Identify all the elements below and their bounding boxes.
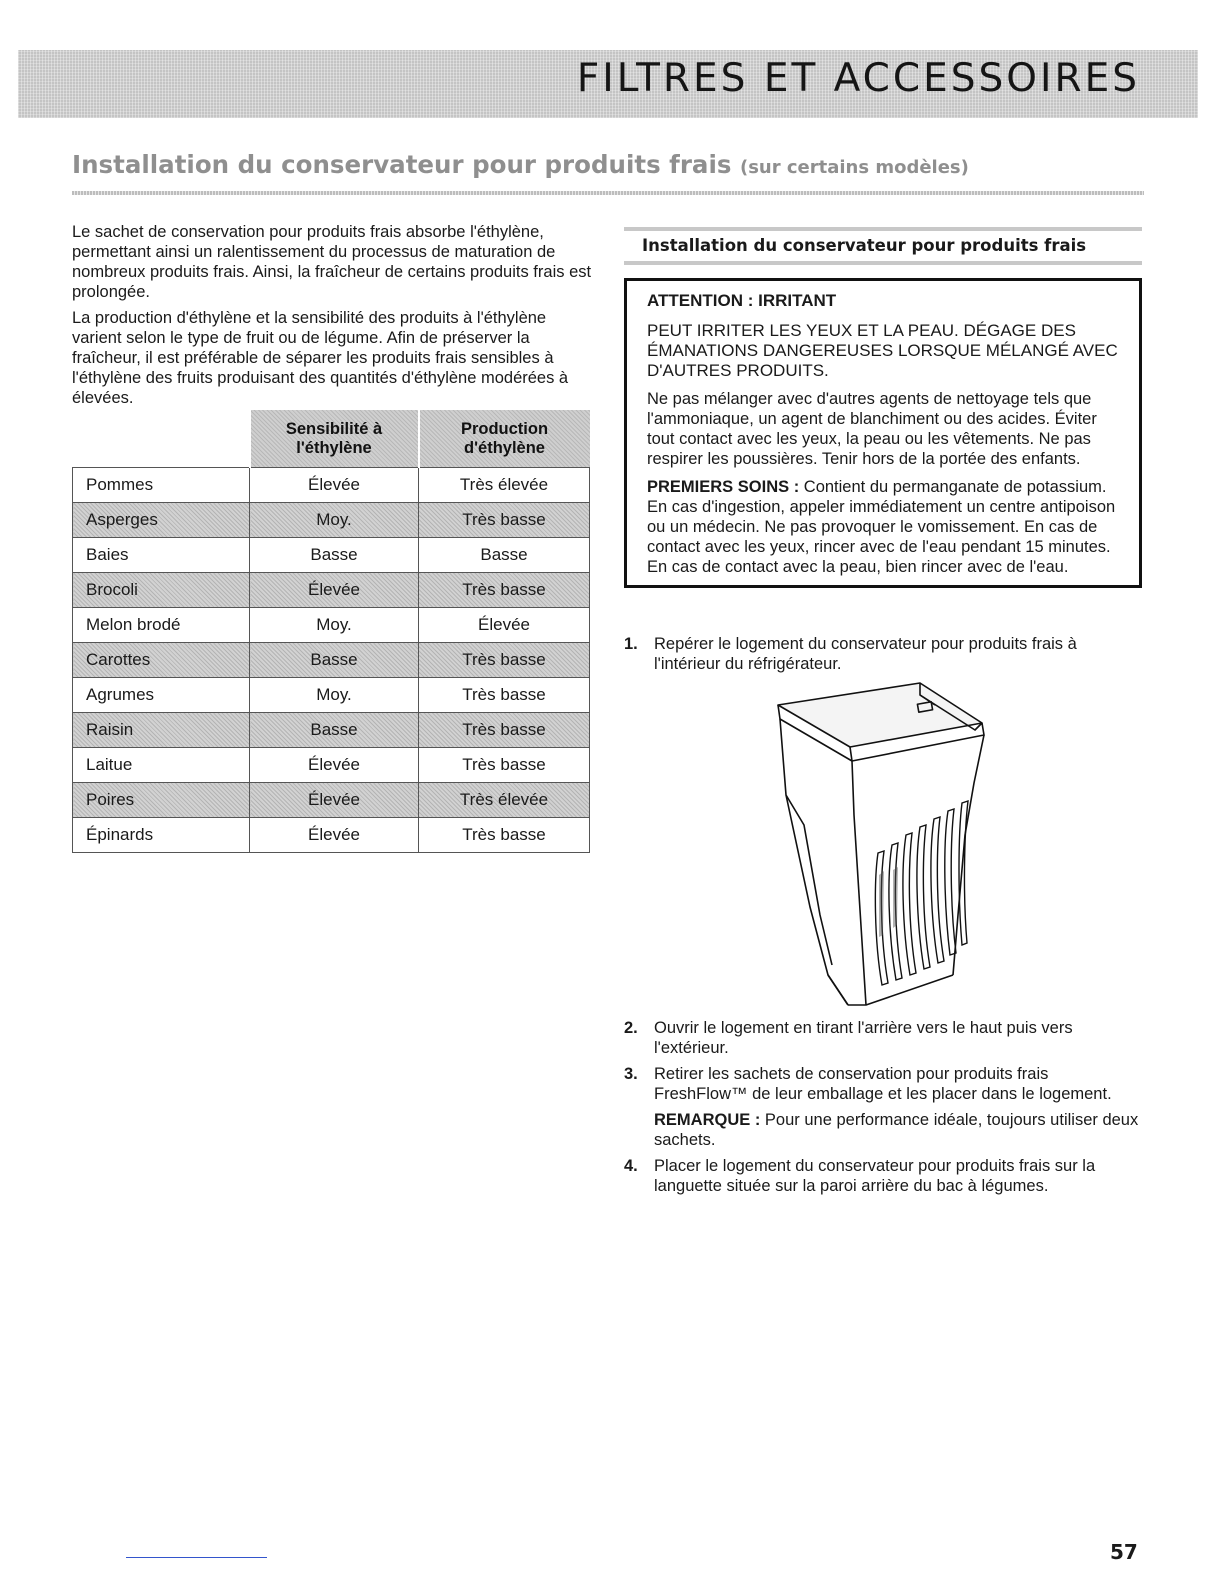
table-row <box>73 608 590 643</box>
step-note <box>654 1110 1142 1150</box>
produce-name: Melon brodé <box>73 608 250 643</box>
produce-name: Épinards <box>73 818 250 853</box>
header-banner <box>18 50 1198 118</box>
page-number: 57 <box>1110 1540 1138 1564</box>
crisper-housing-illustration <box>770 675 992 1015</box>
production-value: Très basse <box>419 643 590 678</box>
step-number: 2. <box>624 1019 638 1037</box>
production-value: Très basse <box>419 713 590 748</box>
produce-name: Asperges <box>73 503 250 538</box>
intro-paragraph-1: Le sachet de conservation pour produits frais absorbe l'éthylène, permettant ainsi un ralentissement du processus de maturation de nombreux produits frais. Ainsi, la fraîcheur de certains produits frais est prolongée. <box>72 223 592 301</box>
sensitivity-value: Élevée <box>250 468 419 503</box>
step-text: Placer le logement du conservateur pour produits frais sur la languette située sur la paroi arrière du bac à légumes. <box>654 1157 1096 1195</box>
produce-name: Carottes <box>73 643 250 678</box>
production-value: Très élevée <box>419 468 590 503</box>
note-text: Pour une performance idéale, toujours utiliser deux sachets. <box>654 1111 1139 1149</box>
step-4 <box>624 1156 1142 1196</box>
production-value: Très basse <box>419 573 590 608</box>
table-row <box>73 678 590 713</box>
table-row <box>73 468 590 503</box>
step-text: Retirer les sachets de conservation pour produits frais FreshFlow™ de leur emballage et les placer dans le logement. <box>654 1065 1112 1103</box>
step-2 <box>624 1018 1142 1058</box>
step-number: 3. <box>624 1065 638 1083</box>
warning-title: ATTENTION : IRRITANT <box>647 291 837 310</box>
table-row <box>73 818 590 853</box>
header-production: Production d'éthylène <box>419 410 590 468</box>
sensitivity-value: Moy. <box>250 608 419 643</box>
production-value: Très basse <box>419 678 590 713</box>
table-row <box>73 643 590 678</box>
sensitivity-value: Moy. <box>250 678 419 713</box>
production-value: Très élevée <box>419 783 590 818</box>
sensitivity-value: Basse <box>250 713 419 748</box>
first-aid-label: PREMIERS SOINS : <box>647 478 800 496</box>
banner-title: FILTRES ET ACCESSOIRES <box>576 56 1140 101</box>
intro-text <box>72 222 592 414</box>
first-aid-text <box>647 477 1123 577</box>
sensitivity-value: Basse <box>250 538 419 573</box>
warning-box <box>624 278 1142 588</box>
sensitivity-value: Basse <box>250 643 419 678</box>
production-value: Basse <box>419 538 590 573</box>
footer-rule <box>126 1557 267 1558</box>
produce-name: Raisin <box>73 713 250 748</box>
section-title <box>72 150 1142 179</box>
header-sensitivity: Sensibilité à l'éthylène <box>250 410 419 468</box>
produce-name: Poires <box>73 783 250 818</box>
warning-body: Ne pas mélanger avec d'autres agents de nettoyage tels que l'ammoniaque, un agent de blanchiment ou des acides. Éviter tout contact avec les yeux, la peau ou les vêtements. Ne pas respirer les poussières. Tenir hors de la portée des enfants. <box>647 390 1097 468</box>
production-value: Très basse <box>419 818 590 853</box>
step-list-bottom <box>624 1018 1142 1202</box>
table-row <box>73 538 590 573</box>
step-list-top <box>624 634 1142 680</box>
step-1 <box>624 634 1142 674</box>
produce-name: Laitue <box>73 748 250 783</box>
sensitivity-value: Élevée <box>250 573 419 608</box>
table-row <box>73 573 590 608</box>
ethylene-table <box>72 410 590 853</box>
step-3 <box>624 1064 1142 1150</box>
step-text: Ouvrir le logement en tirant l'arrière vers le haut puis vers l'extérieur. <box>654 1019 1073 1057</box>
sensitivity-value: Élevée <box>250 783 419 818</box>
warning-caps-text: PEUT IRRITER LES YEUX ET LA PEAU. DÉGAGE DES ÉMANATIONS DANGEREUSES LORSQUE MÉLANGÉ AVEC D'AUTRES PRODUITS. <box>647 321 1118 380</box>
first-aid-body: Contient du permanganate de potassium. En cas d'ingestion, appeler immédiatement un centre antipoison ou un médecin. Ne pas provoquer le vomissement. En cas de contact avec les yeux, rincer avec de l'eau pendant 15 minutes. En cas de contact avec la peau, bien rincer avec de l'eau. <box>647 478 1116 576</box>
note-label: REMARQUE : <box>654 1111 761 1129</box>
sensitivity-value: Moy. <box>250 503 419 538</box>
table-row <box>73 503 590 538</box>
intro-paragraph-2: La production d'éthylène et la sensibilité des produits à l'éthylène varient selon le type de fruit ou de légume. Afin de préserver la fraîcheur, il est préférable de séparer les produits frais sensibles à l'éthylène des fruits produisant des quantités d'éthylène modérées à élevées. <box>72 309 569 407</box>
right-column-heading <box>624 227 1142 265</box>
installation-heading: Installation du conservateur pour produits frais <box>642 236 1087 255</box>
produce-name: Brocoli <box>73 573 250 608</box>
sensitivity-value: Élevée <box>250 748 419 783</box>
step-number: 1. <box>624 635 638 653</box>
produce-name: Baies <box>73 538 250 573</box>
table-corner <box>73 410 250 468</box>
section-divider <box>72 191 1144 195</box>
production-value: Très basse <box>419 503 590 538</box>
table-row <box>73 783 590 818</box>
section-title-main: Installation du conservateur pour produits frais <box>72 150 732 179</box>
production-value: Très basse <box>419 748 590 783</box>
table-row <box>73 748 590 783</box>
table-row <box>73 713 590 748</box>
step-text: Repérer le logement du conservateur pour produits frais à l'intérieur du réfrigérateur. <box>654 635 1077 673</box>
step-number: 4. <box>624 1157 638 1175</box>
production-value: Élevée <box>419 608 590 643</box>
produce-name: Pommes <box>73 468 250 503</box>
produce-name: Agrumes <box>73 678 250 713</box>
sensitivity-value: Élevée <box>250 818 419 853</box>
section-subtitle: (sur certains modèles) <box>739 157 969 178</box>
